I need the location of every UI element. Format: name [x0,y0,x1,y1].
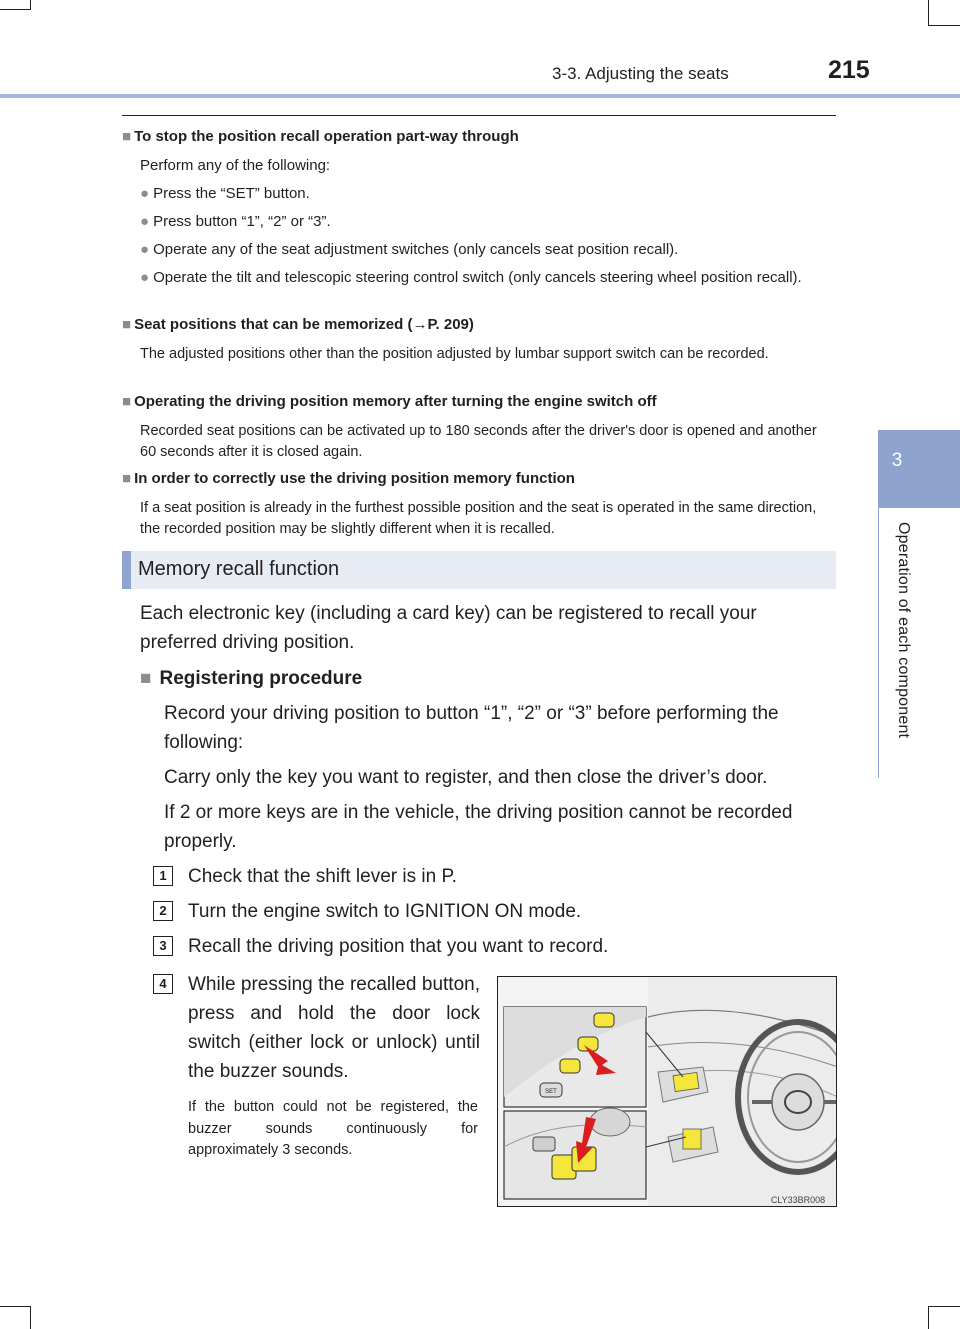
bullet-dot-icon: ● [140,185,150,202]
memory-button-3-icon [560,1059,580,1073]
procedure-paragraph: If 2 or more keys are in the vehicle, the driving position cannot be recorded properly. [164,802,793,852]
set-button-label: SET [545,1089,557,1095]
step-text: Check that the shift lever is in P. [188,866,457,887]
header-rule [0,94,960,98]
bullet-dot-icon: ● [140,269,150,286]
content-rule [122,115,836,116]
section-title-bar [122,551,836,589]
list-item: ● Press button “1”, “2” or “3”. [140,213,331,230]
chapter-tab-label: Operation of each component [895,522,912,739]
note-body: Recorded seat positions can be activated up to 180 seconds after the driver's door is opened and another 60 seconds after it is closed again. [140,423,817,460]
square-bullet-icon: ■ [140,668,152,689]
memory-buttons-inset [504,1007,646,1107]
section-title-accent [122,551,131,589]
door-switch-illustration [497,976,837,1207]
note-body: The adjusted positions other than the position adjusted by lumbar support switch can be recorded. [140,346,769,362]
step-note: If the button could not be registered, the buzzer sounds continuously for approximately 3 seconds. [188,1099,478,1158]
header-section-title: 3-3. Adjusting the seats [552,64,729,83]
crop-mark [0,9,30,10]
section-title: Memory recall function [138,558,340,580]
square-bullet-icon: ■ [122,393,132,410]
illustration-drawing [498,977,837,1207]
list-item: ● Press the “SET” button. [140,185,310,202]
square-bullet-icon: ■ [122,128,132,145]
crop-mark [30,1306,31,1329]
crop-mark [0,1306,30,1307]
note-intro: Perform any of the following: [140,157,331,174]
procedure-paragraph: Carry only the key you want to register, and then close the driver’s door. [164,767,768,788]
step-number-badge: 1 [153,866,173,886]
list-item: ● Operate any of the seat adjustment switches (only cancels seat position recall). [140,241,679,258]
procedure-paragraph: Record your driving position to button “1”, “2” or “3” before performing the following: [164,703,779,753]
step-text: Turn the engine switch to IGNITION ON mode. [188,901,582,922]
note-body: If a seat position is already in the furthest possible position and the seat is operated in the same direction, the recorded position may be slightly different when it is recalled. [140,500,817,537]
note-heading: ■ To stop the position recall operation part-way through [122,128,519,145]
square-bullet-icon: ■ [122,316,132,333]
bullet-dot-icon: ● [140,213,150,230]
step-text: Recall the driving position that you want to record. [188,936,609,957]
chapter-tab-line [878,508,879,778]
bullet-dot-icon: ● [140,241,150,258]
step-number-badge: 3 [153,936,173,956]
crop-mark [30,0,31,10]
illustration-code: CLY33BR008 [770,1195,826,1205]
note-heading: ■ Seat positions that can be memorized (→P. 209) [122,316,474,333]
step-number-badge: 2 [153,901,173,921]
memory-button-1-icon [594,1013,614,1027]
step-number-badge: 4 [153,974,173,994]
square-bullet-icon: ■ [122,470,132,487]
note-heading: ■ Operating the driving position memory after turning the engine switch off [122,393,657,410]
crop-mark [928,1306,960,1307]
section-intro: Each electronic key (including a card key) can be registered to recall your preferred driving position. [140,603,757,653]
note-heading: ■ In order to correctly use the driving position memory function [122,470,575,487]
subheading: ■ Registering procedure [140,668,363,689]
page-number: 215 [828,56,870,84]
list-item: ● Operate the tilt and telescopic steering control switch (only cancels steering wheel position recall). [140,267,836,289]
crop-mark [928,25,960,26]
chapter-tab-number: 3 [891,450,903,471]
crop-mark [928,0,929,26]
door-lock-switch-inset [504,1108,646,1199]
step-text: While pressing the recalled button, press and hold the door lock switch (either lock or unlock) until the buzzer sounds. [188,974,480,1082]
crop-mark [928,1306,929,1329]
